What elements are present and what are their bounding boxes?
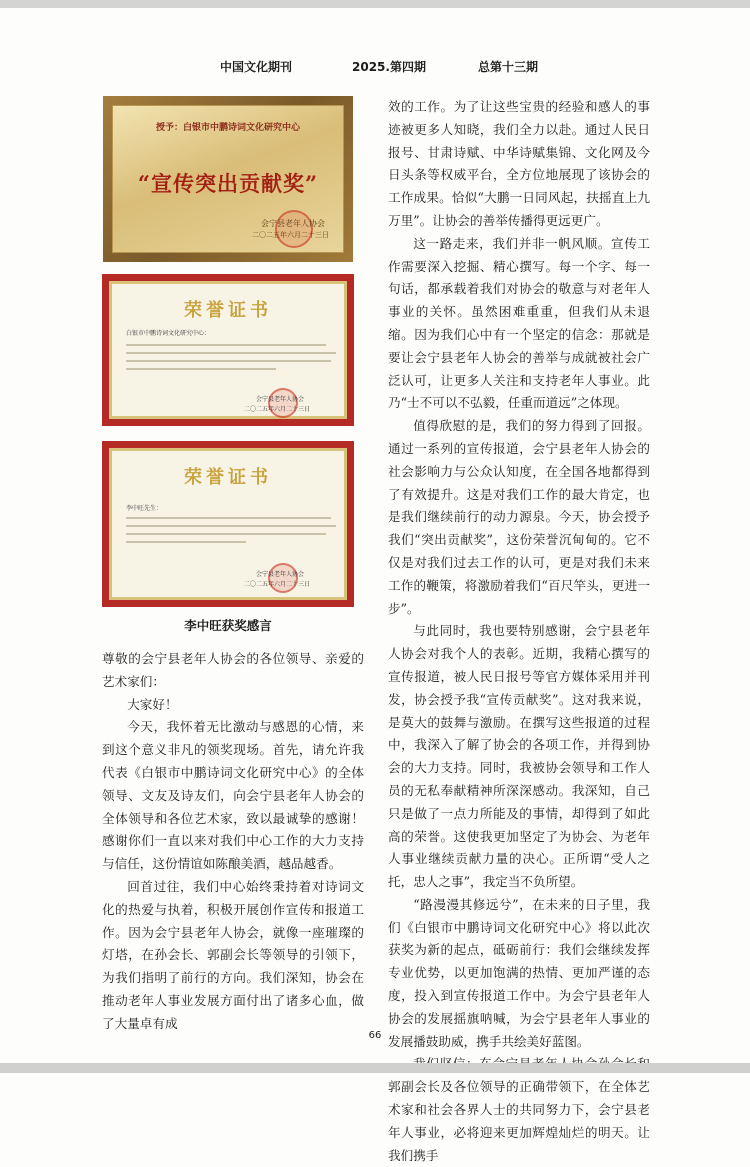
plaque-award-title: “宣传突出贡献奖” [137,171,319,196]
body-paragraph: 效的工作。为了让这些宝贵的经验和感人的事迹被更多人知晓，我们全力以赴。通过人民日报号、甘肃诗赋、中华诗赋集锦、文化网及今日头条等权威平台，全方位地展现了该协会的工作成果。恰似“大鹏一日同风起，扶摇直上九万里”。让协会的善举传播得更远更广。 [388,99,650,228]
certificate-org: 会宁县老年人协会 [255,571,304,578]
left-column [102,96,364,1036]
text-line [126,533,326,535]
article-title: 李中旺获奖感言 [184,618,272,633]
issue-label: 2025.第四期 [352,60,426,74]
certificate-title: 荣誉证书 [184,467,272,488]
honor-certificate-image-1 [102,274,354,426]
certificate-org: 会宁县老年人协会 [255,396,304,403]
certificate-date: 二〇二五年六月二十三日 [243,581,310,588]
plaque-org: 会宁县老年人协会 [261,219,325,228]
body-paragraph: 这一路走来，我们并非一帆风顺。宣传工作需要深入挖掘、精心撰写。每一个字、每一句话，都承载着我们对协会的敬意与对老年人事业的关怀。虽然困难重重，但我们从未退缩。因为我们心中有一个坚定的信念：那就是要让会宁县老年人协会的善举与成就被社会广泛认可，让更多人关注和支持老年人事业。此乃“士不可以不弘毅，任重而道远”之体现。 [388,235,650,411]
bottom-bar [0,1063,750,1073]
body-paragraph: 今天，我怀着无比激动与感恩的心情，来到这个意义非凡的领奖现场。首先，请允许我代表《白银市中鹏诗词文化研究中心》的全体领导、文友及诗友们，向会宁县老年人协会的全体领导和各位艺术家，致以最诚挚的感谢！感谢你们一直以来对我们中心工作的大力支持与信任，这份情谊如陈酿美酒，越品越香。 [102,719,364,872]
greeting: 大家好！ [127,696,178,712]
body-paragraph: “路漫漫其修远兮”，在未来的日子里，我们《白银市中鹏诗词文化研究中心》将以此次获奖为新的起点，砥砺前行：我们会继续发挥专业优势，以更加饱满的热情、更加严谨的态度，投入到宣传报道工作中。为会宁县老年人协会的发展摇旗呐喊，为会宁县老年人事业的发展播鼓助威，携手共绘美好蓝图。 [388,896,650,1049]
text-line [126,541,246,543]
honor-certificate-image-2 [102,441,354,607]
text-line [126,344,326,346]
plaque-date: 二〇二五年六月二十三日 [252,231,329,239]
certificate-recipient: 白银市中鹏诗词文化研究中心： [126,330,211,337]
text-line [126,517,331,519]
body-paragraph: 值得欣慰的是，我们的努力得到了回报。通过一系列的宣传报道，会宁县老年人协会的社会影响力与公众认知度，在全国各地都得到了有效提升。这是对我们工作的最大肯定，也是我们继续前行的动力源泉。今天，协会授予我们“突出贡献奖”，这份荣誉沉甸甸的。它不仅是对我们过去工作的认可，更是对我们未来工作的鞭策，将激励着我们“百尺竿头，更进一步”。 [388,418,650,616]
seal-icon [268,388,298,418]
plaque-grantee: 授予：白银市中鹏诗词文化研究中心 [155,123,300,133]
text-line [126,360,331,362]
total-issue-label: 总第十三期 [478,60,539,74]
award-plaque-image [103,96,353,262]
salutation: 尊敬的会宁县老年人协会的各位领导、亲爱的艺术家们： [102,651,364,689]
certificate-title: 荣誉证书 [184,300,272,321]
seal-icon [268,563,298,593]
journal-name: 中国文化期刊 [220,60,293,74]
body-paragraph: 与此同时，我也要特别感谢，会宁县老年人协会对我个人的表彰。近期，我精心撰写的宣传报道，被人民日报号等官方媒体采用并刊发，协会授予我“宣传贡献奖”。这对我来说，是莫大的鼓舞与激励。在撰写这些报道的过程中，我深入了解了协会的各项工作，并得到协会的大力支持。同时，我被协会领导和工作人员的无私奉献精神所深深感动。我深知，自己只是做了一点力所能及的事情，却得到了如此高的荣誉。这使我更加坚定了为协会、为老年人事业继续贡献力量的决心。正所谓“受人之托，忠人之事”，我定当不负所望。 [388,623,650,890]
text-line [126,368,276,370]
body-paragraph: 郭副会长及各位领导的正确带领下，在全体艺术家和社会各界人士的共同努力下，会宁县老年人事业，必将迎来更加辉煌灿烂的明天。让我们携手 [388,1079,650,1163]
page-header [0,58,750,78]
right-column [388,96,650,1167]
certificate-date: 二〇二五年六月二十三日 [243,406,310,413]
certificate-recipient: 李中旺先生： [126,505,163,512]
top-bar [0,0,750,8]
seal-icon [275,210,313,248]
page-number: 66 [368,1030,382,1041]
text-line [126,352,336,354]
body-paragraph: 回首过往，我们中心始终秉持着对诗词文化的热爱与执着，积极开展创作宣传和报道工作。因为会宁县老年人协会，就像一座璀璨的灯塔，在孙会长、郭副会长等领导的引领下，为我们指明了前行的方向。我们深知，协会在推动老年人事业发展方面付出了诸多心血，做了大量卓有成 [102,878,364,1031]
text-line [126,525,336,527]
